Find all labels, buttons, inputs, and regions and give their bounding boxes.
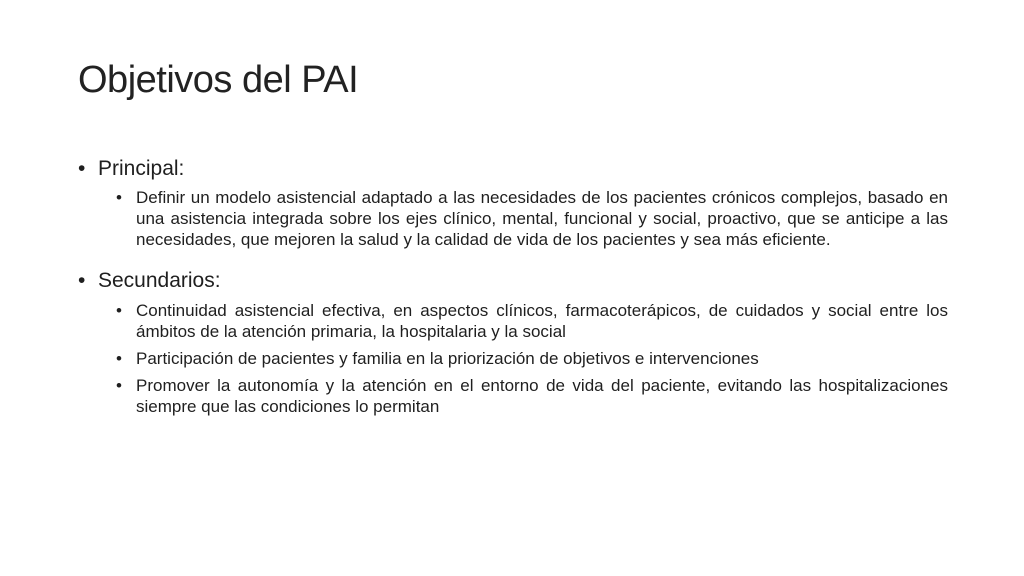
section-heading-secundarios — [78, 268, 948, 293]
bullet-icon: • — [78, 269, 86, 293]
bullet-icon: • — [116, 375, 122, 395]
bullet-icon: • — [116, 300, 122, 320]
bullet-icon: • — [116, 348, 122, 368]
section-heading-principal — [78, 156, 948, 181]
list-item — [116, 187, 948, 250]
section-heading-label: Secundarios: — [98, 269, 221, 293]
list-item — [116, 348, 948, 369]
bullet-icon: • — [116, 188, 122, 208]
slide-content — [78, 156, 948, 425]
list-item-text: Definir un modelo asistencial adaptado a las necesidades de los pacientes crónicos complejos, basado en una asistencia integrada sobre los ejes clínico, mental, funcional y social, proactivo, que se anticipe a las necesidades, que mejoren la salud y la calidad de vida de los pacientes y sea más eficiente. — [136, 188, 948, 250]
bullet-icon: • — [78, 157, 86, 180]
list-item-text: Continuidad asistencial efectiva, en aspectos clínicos, farmacoterápicos, de cuidados y social entre los ámbitos de la atención primaria, la hospitalaria y la social — [136, 300, 948, 341]
list-item-text: Promover la autonomía y la atención en el entorno de vida del paciente, evitando las hospitalizaciones siempre que las condiciones lo permitan — [136, 375, 948, 416]
principal-list — [116, 187, 948, 250]
section-heading-label: Principal: — [98, 157, 185, 180]
secundarios-list — [116, 300, 948, 417]
slide-title: Objetivos del PAI — [78, 59, 359, 101]
list-item — [116, 300, 948, 342]
list-item-text: Participación de pacientes y familia en la priorización de objetivos e intervenciones — [136, 348, 759, 368]
list-item — [116, 375, 948, 417]
